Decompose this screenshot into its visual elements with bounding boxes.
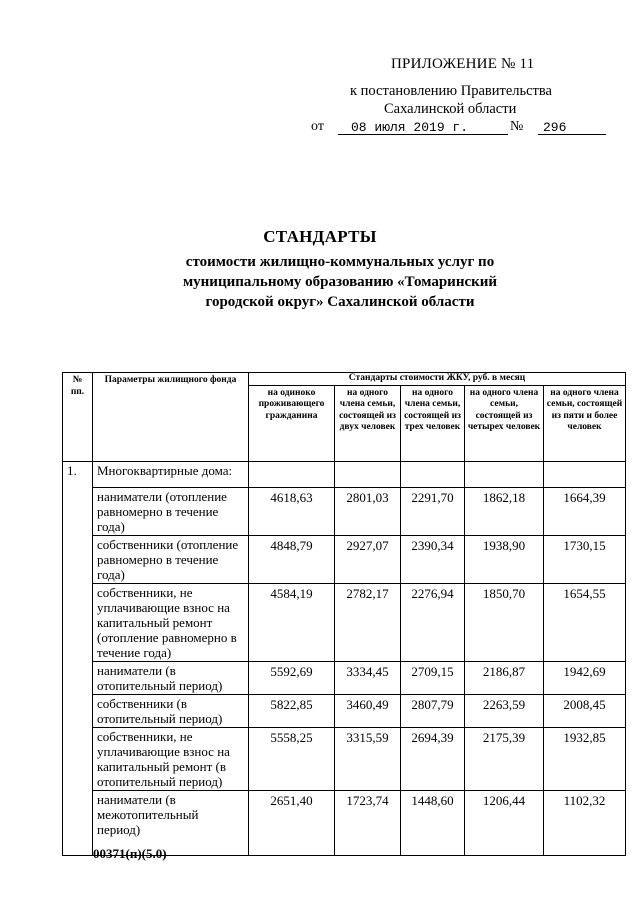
header-col-1: на одиноко проживающего гражданина	[249, 385, 335, 461]
cell-value: 3315,59	[335, 727, 401, 790]
row-label: наниматели (в отопительный период)	[93, 661, 249, 694]
from-label: от	[311, 119, 324, 134]
table-row	[63, 661, 626, 694]
cell-value: 1862,18	[465, 487, 544, 535]
section-label: Многоквартирные дома:	[93, 461, 249, 487]
cell-value: 1850,70	[465, 583, 544, 661]
cell-value: 1938,90	[465, 535, 544, 583]
section-row	[63, 461, 626, 487]
header-parameters: Параметры жилищного фонда	[93, 373, 249, 462]
cell-value: 2927,07	[335, 535, 401, 583]
section-number: 1.	[63, 461, 93, 855]
cell-value: 2008,45	[544, 694, 626, 727]
header-group: Стандарты стоимости ЖКУ, руб. в месяц	[249, 373, 626, 386]
cell-value: 1942,69	[544, 661, 626, 694]
cell-value: 2694,39	[401, 727, 465, 790]
appendix-number: 296	[543, 120, 567, 135]
appendix-line-2: Сахалинской области	[384, 101, 517, 117]
cell-value: 2782,17	[335, 583, 401, 661]
cell-value: 1654,55	[544, 583, 626, 661]
header-col-3: на одного члена семьи, состоящей из трех человек	[401, 385, 465, 461]
row-label: собственники (отопление равномерно в течение года)	[93, 535, 249, 583]
row-label: наниматели (в межотопительный период)	[93, 790, 249, 855]
cell-value: 1448,60	[401, 790, 465, 855]
cell-value: 1723,74	[335, 790, 401, 855]
appendix-date-row	[311, 119, 611, 139]
appendix-title: ПРИЛОЖЕНИЕ № 11	[391, 56, 535, 72]
header-num: № пп.	[63, 373, 93, 462]
header-col-2: на одного члена семьи, состоящей из двух человек	[335, 385, 401, 461]
standards-table	[62, 372, 626, 856]
cell-value: 2291,70	[401, 487, 465, 535]
cell-value: 3460,49	[335, 694, 401, 727]
cell-value: 5558,25	[249, 727, 335, 790]
table-row	[63, 583, 626, 661]
document-title: СТАНДАРТЫ	[263, 227, 377, 246]
cell-value: 2709,15	[401, 661, 465, 694]
table-row	[63, 535, 626, 583]
cell-value: 2175,39	[465, 727, 544, 790]
table-row	[63, 694, 626, 727]
subtitle-line-2: муниципальному образованию «Томаринский	[182, 274, 498, 290]
subtitle-line-1: стоимости жилищно-коммунальных услуг по	[185, 254, 495, 270]
row-label: наниматели (отопление равномерно в течение года)	[93, 487, 249, 535]
cell-value: 4584,19	[249, 583, 335, 661]
document-code: 00371(п)(5.0)	[93, 846, 167, 861]
header-col-4: на одного члена семьи, состоящей из четырех человек	[465, 385, 544, 461]
cell-value: 2807,79	[401, 694, 465, 727]
row-label: собственники, не уплачивающие взнос на капитальный ремонт (отопление равномерно в течение года)	[93, 583, 249, 661]
document-subtitle	[150, 252, 530, 312]
cell-value: 1932,85	[544, 727, 626, 790]
number-label: №	[510, 119, 524, 134]
table-row	[63, 727, 626, 790]
cell-value: 5592,69	[249, 661, 335, 694]
cell-value: 1206,44	[465, 790, 544, 855]
cell-value: 2390,34	[401, 535, 465, 583]
appendix-line-1: к постановлению Правительства	[350, 83, 552, 99]
cell-value: 1664,39	[544, 487, 626, 535]
cell-value: 2651,40	[249, 790, 335, 855]
subtitle-line-3: городской округ» Сахалинской области	[205, 294, 475, 310]
table-row	[63, 487, 626, 535]
header-col-5: на одного члена семьи, состоящей из пяти и более человек	[544, 385, 626, 461]
cell-value: 1730,15	[544, 535, 626, 583]
cell-value: 2263,59	[465, 694, 544, 727]
cell-value: 2276,94	[401, 583, 465, 661]
row-label: собственники (в отопительный период)	[93, 694, 249, 727]
cell-value: 1102,32	[544, 790, 626, 855]
cell-value: 4848,79	[249, 535, 335, 583]
cell-value: 2801,03	[335, 487, 401, 535]
appendix-date: 08 июля 2019 г.	[351, 120, 469, 135]
cell-value: 5822,85	[249, 694, 335, 727]
row-label: собственники, не уплачивающие взнос на капитальный ремонт (в отопительный период)	[93, 727, 249, 790]
cell-value: 2186,87	[465, 661, 544, 694]
cell-value: 3334,45	[335, 661, 401, 694]
cell-value: 4618,63	[249, 487, 335, 535]
